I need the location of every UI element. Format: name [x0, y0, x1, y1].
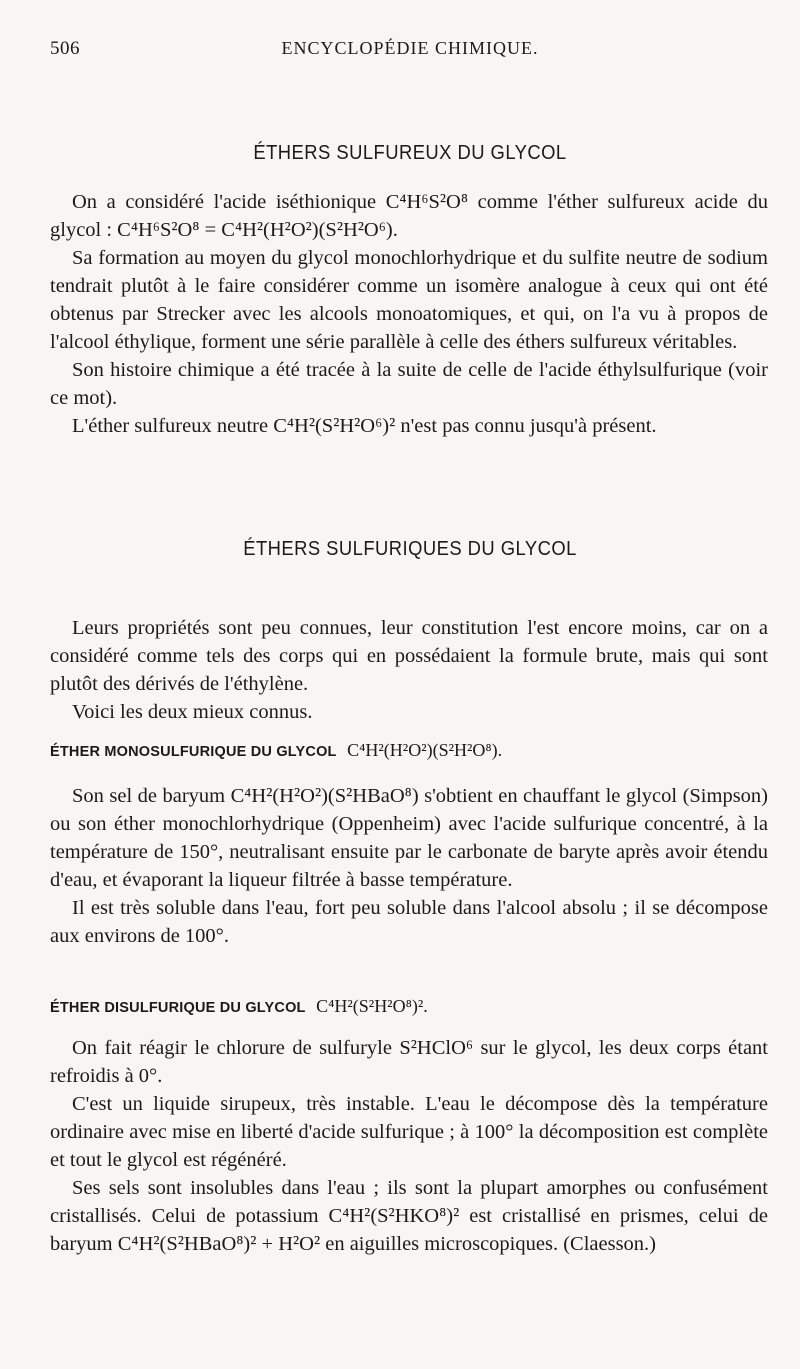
section-title-sulfureux: ÉTHERS SULFUREUX DU GLYCOL — [253, 142, 567, 164]
running-title: ENCYCLOPÉDIE CHIMIQUE. — [281, 38, 539, 58]
subsection-formula: C⁴H²(S²H²O⁸)². — [316, 996, 428, 1016]
page-number: 506 — [50, 38, 80, 59]
subsection-formula: C⁴H²(H²O²)(S²H²O⁸). — [347, 740, 503, 760]
subsection-label: ÉTHER MONOSULFURIQUE DU GLYCOL — [50, 744, 337, 760]
paragraph: Leurs propriétés sont peu connues, leur constitution l'est encore moins, car on a considéré comme tels des corps qui en possédaient la formule brute, mais qui sont plutôt des dérivés de l'éthylène. — [50, 617, 768, 695]
subsection-monosulfurique-body — [50, 782, 768, 950]
subsection-heading-monosulfurique — [50, 740, 768, 761]
section-sulfureux-body — [50, 188, 768, 440]
paragraph: Ses sels sont insolubles dans l'eau ; ils sont la plupart amorphes ou confusément cristallisés. Celui de potassium C⁴H²(S²HKO⁸)² est cristallisé en prismes, celui de baryum C⁴H²(S²HBaO⁸)² + H²O² en aiguilles microscopiques. (Claesson.) — [50, 1177, 768, 1255]
paragraph: Sa formation au moyen du glycol monochlorhydrique et du sulfite neutre de sodium tendrait plutôt à le faire considérer comme un isomère analogue à ceux qui ont été obtenus par Strecker avec les alcools monoatomiques, et qui, on l'a vu à propos de l'alcool éthylique, forment une série parallèle à celle des éthers sulfureux véritables. — [50, 247, 768, 353]
paragraph: On a considéré l'acide iséthionique C⁴H⁶S²O⁸ comme l'éther sulfureux acide du glycol : C⁴H⁶S²O⁸ = C⁴H²(H²O²)(S²H²O⁶). — [50, 191, 768, 241]
subsection-label: ÉTHER DISULFURIQUE DU GLYCOL — [50, 1000, 306, 1016]
subsection-disulfurique-body — [50, 1034, 768, 1258]
paragraph: Il est très soluble dans l'eau, fort peu soluble dans l'alcool absolu ; il se décompose aux environs de 100°. — [50, 897, 768, 947]
paragraph: Son histoire chimique a été tracée à la suite de celle de l'acide éthylsulfurique (voir ce mot). — [50, 359, 768, 409]
paragraph: L'éther sulfureux neutre C⁴H²(S²H²O⁶)² n'est pas connu jusqu'à présent. — [72, 415, 657, 437]
paragraph: Voici les deux mieux connus. — [72, 701, 313, 723]
section-title-sulfuriques: ÉTHERS SULFURIQUES DU GLYCOL — [243, 538, 577, 560]
paragraph: On fait réagir le chlorure de sulfuryle S²HClO⁶ sur le glycol, les deux corps étant refroidis à 0°. — [50, 1037, 768, 1087]
paragraph: Son sel de baryum C⁴H²(H²O²)(S²HBaO⁸) s'obtient en chauffant le glycol (Simpson) ou son éther monochlorhydrique (Oppenheim) avec l'acide sulfurique concentré, à la température de 150°, neutralisant ensuite par le carbonate de baryte après avoir étendu d'eau, et évaporant la liqueur filtrée à basse température. — [50, 785, 768, 891]
section-sulfuriques-intro — [50, 614, 768, 726]
paragraph: C'est un liquide sirupeux, très instable. L'eau le décompose dès la température ordinaire avec mise en liberté d'acide sulfurique ; à 100° la décomposition est complète et tout le glycol est régénéré. — [50, 1093, 768, 1171]
page-header — [50, 38, 770, 68]
subsection-heading-disulfurique — [50, 996, 768, 1017]
